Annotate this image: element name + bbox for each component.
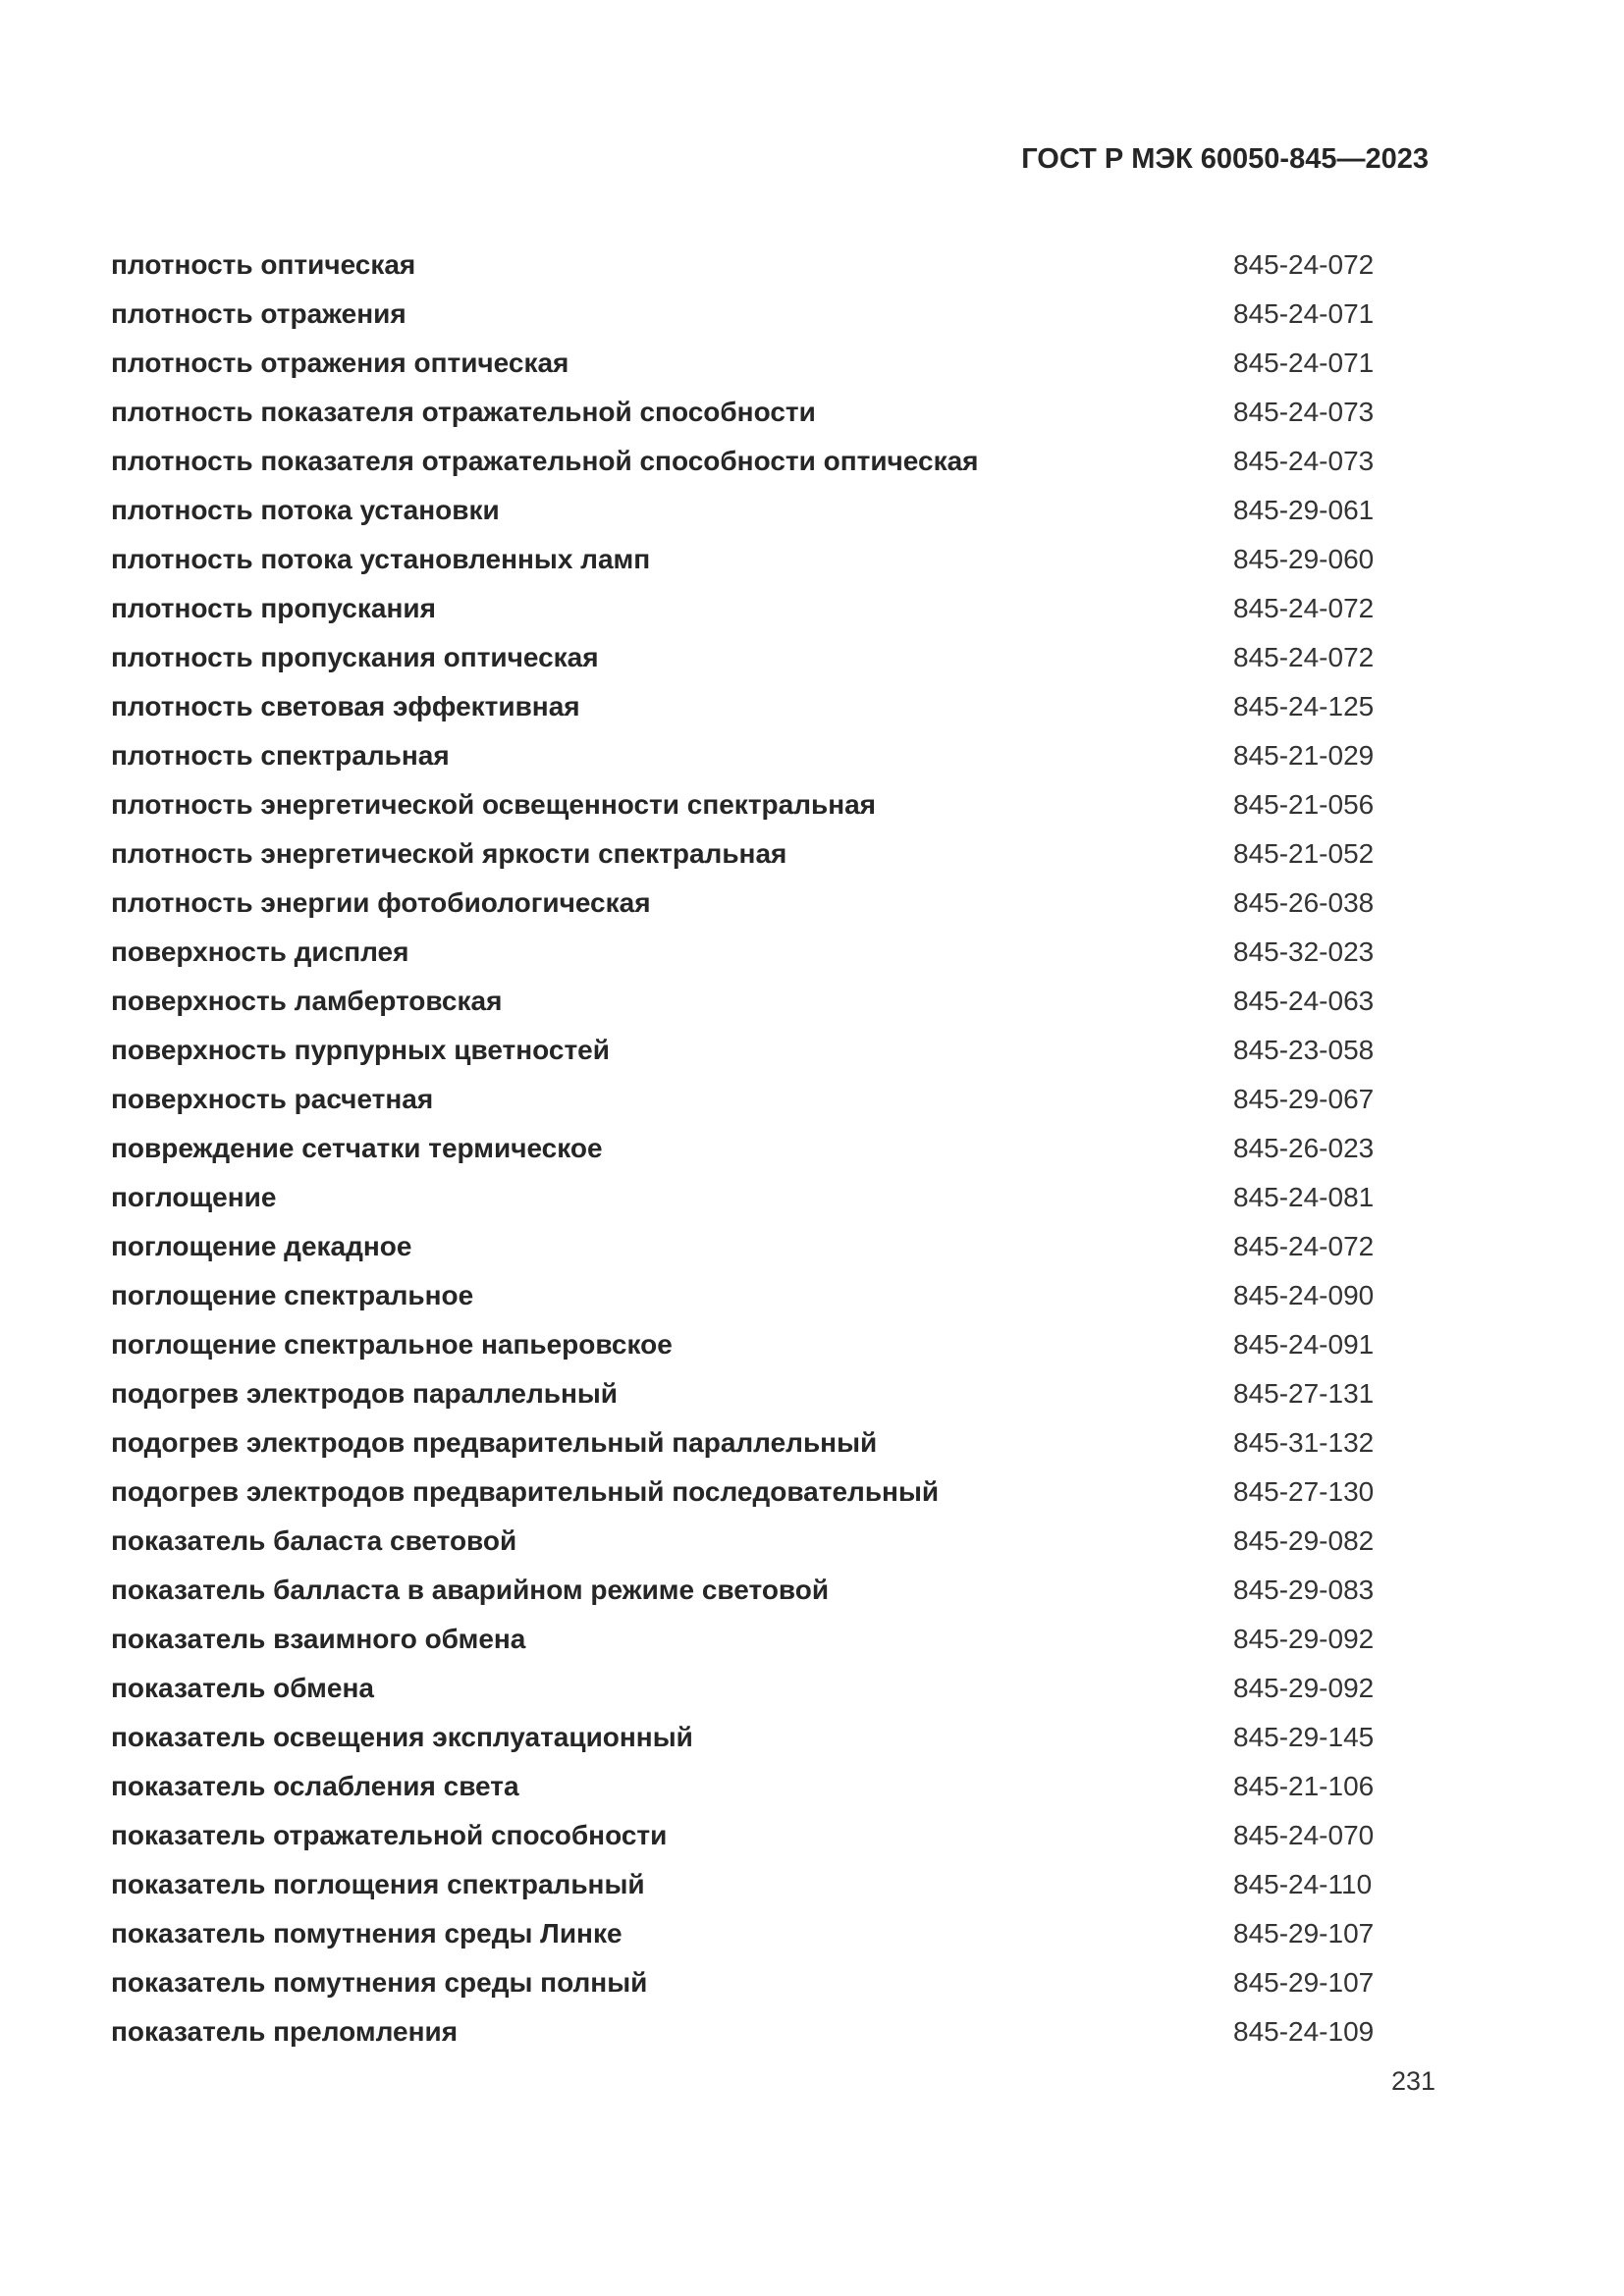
index-code: 845-21-052: [1233, 838, 1375, 869]
index-code: 845-29-107: [1233, 1967, 1375, 1998]
index-code: 845-29-061: [1233, 495, 1375, 525]
index-code: 845-21-056: [1233, 789, 1375, 820]
index-row: [0, 1418, 1624, 1468]
index-row: [0, 437, 1624, 486]
index-term: плотность показателя отражательной способности оптическая: [111, 446, 979, 476]
index-term: плотность потока установки: [111, 495, 500, 525]
index-row: [0, 780, 1624, 829]
index-term: поглощение спектральное напьеровское: [111, 1329, 673, 1360]
index-term: поглощение: [111, 1182, 277, 1212]
index-row: [0, 1124, 1624, 1173]
index-term: повреждение сетчатки термическое: [111, 1133, 603, 1163]
index-row: [0, 486, 1624, 535]
index-term: подогрев электродов предварительный параллельный: [111, 1427, 878, 1458]
index-row: [0, 1369, 1624, 1418]
index-row: [0, 1664, 1624, 1713]
index-code: 845-29-060: [1233, 544, 1375, 574]
index-term: поверхность дисплея: [111, 936, 409, 967]
index-row: [0, 1615, 1624, 1664]
index-row: [0, 535, 1624, 584]
index-code: 845-29-067: [1233, 1084, 1375, 1114]
index-row: [0, 1222, 1624, 1271]
index-row: [0, 928, 1624, 977]
index-row: [0, 879, 1624, 928]
index-code: 845-24-090: [1233, 1280, 1375, 1310]
index-row: [0, 1320, 1624, 1369]
index-term: плотность световая эффективная: [111, 691, 580, 721]
index-term: поверхность пурпурных цветностей: [111, 1035, 610, 1065]
index-term: плотность оптическая: [111, 249, 416, 280]
index-row: [0, 1958, 1624, 2007]
index-row: [0, 1860, 1624, 1909]
index-code: 845-24-125: [1233, 691, 1375, 721]
index-code: 845-24-071: [1233, 347, 1375, 378]
index-code: 845-24-073: [1233, 446, 1375, 476]
index-row: [0, 1271, 1624, 1320]
index-code: 845-23-058: [1233, 1035, 1375, 1065]
index-code: 845-29-092: [1233, 1624, 1375, 1654]
index-term: плотность энергетической яркости спектральная: [111, 838, 787, 869]
index-row: [0, 731, 1624, 780]
index-term: показатель отражательной способности: [111, 1820, 668, 1850]
index-code: 845-29-107: [1233, 1918, 1375, 1949]
index-term: показатель взаимного обмена: [111, 1624, 526, 1654]
index-term: показатель поглощения спектральный: [111, 1869, 645, 1899]
index-row: [0, 1811, 1624, 1860]
index-term: показатель помутнения среды полный: [111, 1967, 648, 1998]
index-term: поглощение декадное: [111, 1231, 412, 1261]
index-code: 845-24-073: [1233, 397, 1375, 427]
index-term: плотность отражения оптическая: [111, 347, 569, 378]
index-row: [0, 1075, 1624, 1124]
index-code: 845-24-072: [1233, 249, 1375, 280]
index-code: 845-24-081: [1233, 1182, 1375, 1212]
index-term: показатель помутнения среды Линке: [111, 1918, 623, 1949]
index-code: 845-29-083: [1233, 1575, 1375, 1605]
index-row: [0, 633, 1624, 682]
index-term: плотность энергии фотобиологическая: [111, 887, 651, 918]
index-code: 845-24-110: [1233, 1869, 1373, 1899]
index-row: [0, 1468, 1624, 1517]
index-row: [0, 1909, 1624, 1958]
index-term: показатель преломления: [111, 2016, 459, 2047]
index-row: [0, 977, 1624, 1026]
index-row: [0, 388, 1624, 437]
index-code: 845-24-070: [1233, 1820, 1375, 1850]
index-row: [0, 2007, 1624, 2056]
index-row: [0, 339, 1624, 388]
index-term: плотность отражения: [111, 298, 406, 329]
index-code: 845-24-072: [1233, 593, 1375, 623]
index-code: 845-24-109: [1233, 2016, 1375, 2047]
index-code: 845-27-131: [1233, 1378, 1375, 1409]
index-term: плотность пропускания оптическая: [111, 642, 599, 672]
index-term: плотность показателя отражательной способности: [111, 397, 816, 427]
index-code: 845-29-082: [1233, 1525, 1375, 1556]
index-code: 845-29-092: [1233, 1673, 1375, 1703]
index-code: 845-27-130: [1233, 1476, 1375, 1507]
index-code: 845-21-106: [1233, 1771, 1375, 1801]
index-term: плотность пропускания: [111, 593, 436, 623]
index-term: показатель освещения эксплуатационный: [111, 1722, 693, 1752]
page-number: 231: [1390, 2066, 1435, 2096]
index-term: поглощение спектральное: [111, 1280, 474, 1310]
index-row: [0, 1026, 1624, 1075]
index-code: 845-21-029: [1233, 740, 1375, 771]
index-term: поверхность расчетная: [111, 1084, 434, 1114]
document-header-title: ГОСТ Р МЭК 60050-845—2023: [1021, 143, 1429, 175]
index-term: показатель ослабления света: [111, 1771, 519, 1801]
index-code: 845-32-023: [1233, 936, 1375, 967]
index-term: плотность энергетической освещенности спектральная: [111, 789, 877, 820]
index-code: 845-26-023: [1233, 1133, 1375, 1163]
index-term: поверхность ламбертовская: [111, 986, 503, 1016]
index-row: [0, 1762, 1624, 1811]
index-row: [0, 1173, 1624, 1222]
index-term: показатель баласта световой: [111, 1525, 517, 1556]
index-code: 845-24-072: [1233, 1231, 1375, 1261]
index-row: [0, 1517, 1624, 1566]
index-code: 845-24-071: [1233, 298, 1375, 329]
index-term: показатель обмена: [111, 1673, 374, 1703]
index-row: [0, 584, 1624, 633]
index-code: 845-24-072: [1233, 642, 1375, 672]
index-row: [0, 682, 1624, 731]
index-row: [0, 240, 1624, 290]
index-term: подогрев электродов предварительный последовательный: [111, 1476, 940, 1507]
index-code: 845-24-063: [1233, 986, 1375, 1016]
index-code: 845-31-132: [1233, 1427, 1375, 1458]
index-term: показатель балласта в аварийном режиме световой: [111, 1575, 830, 1605]
index-row: [0, 290, 1624, 339]
index-row: [0, 1713, 1624, 1762]
index-code: 845-29-145: [1233, 1722, 1375, 1752]
index-term: подогрев электродов параллельный: [111, 1378, 619, 1409]
index-code: 845-24-091: [1233, 1329, 1375, 1360]
index-term: плотность спектральная: [111, 740, 450, 771]
index-row: [0, 829, 1624, 879]
index-row: [0, 1566, 1624, 1615]
index-code: 845-26-038: [1233, 887, 1375, 918]
index-list: [0, 240, 1624, 2056]
index-term: плотность потока установленных ламп: [111, 544, 651, 574]
